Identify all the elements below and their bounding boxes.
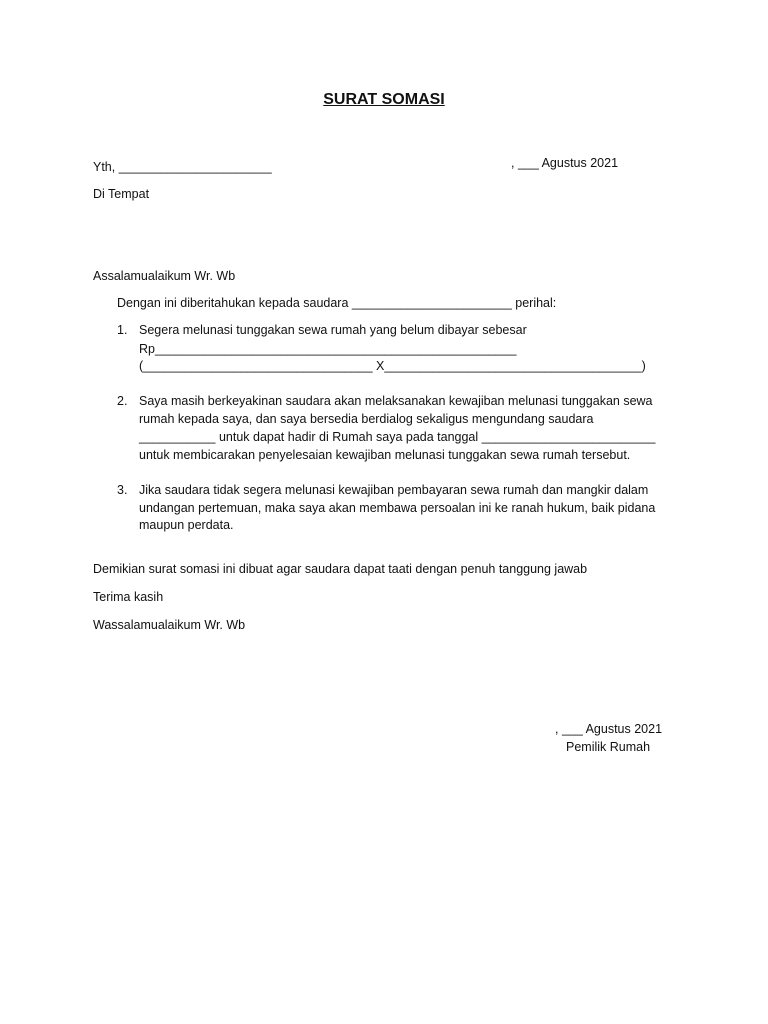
farewell-line: Wassalamualaikum Wr. Wb [93,618,246,632]
list-item-line: rumah kepada saya, dan saya bersedia berdialog sekaligus mengundang saudara [139,412,594,426]
place-line: Di Tempat [93,187,150,201]
list-item-line: ___________ untuk dapat hadir di Rumah saya pada tanggal _________________________ [139,430,656,444]
list-item-line: Segera melunasi tunggakan sewa rumah yang belum dibayar sebesar [139,323,527,337]
list-item-line: Saya masih berkeyakinan saudara akan melaksanakan kewajiban melunasi tunggakan sewa [139,394,653,408]
list-item-line: Rp____________________________________________________ [139,342,517,356]
list-item-number: 2. [117,394,128,408]
closing-paragraph: Demikian surat somasi ini dibuat agar saudara dapat taati dengan penuh tanggung jawab [93,562,588,576]
date-bottom: , ___ Agustus 2021 [555,722,663,736]
list-item-line: Jika saudara tidak segera melunasi kewajiban pembayaran sewa rumah dan mangkir dalam [139,483,649,497]
signer-title: Pemilik Rumah [566,740,651,754]
intro-paragraph: Dengan ini diberitahukan kepada saudara _______________________ perihal: [117,296,557,310]
letter-title: SURAT SOMASI [323,91,445,108]
list-item-number: 3. [117,483,128,497]
list-item-line: undangan pertemuan, maka saya akan membawa persoalan ini ke ranah hukum, baik pidana [139,501,656,515]
date-top: , ___ Agustus 2021 [511,156,619,170]
list-item-line: untuk membicarakan penyelesaian kewajiban melunasi tunggakan sewa rumah tersebut. [139,448,631,462]
list-item-line: maupun perdata. [139,518,234,532]
thanks-line: Terima kasih [93,590,164,604]
list-item-number: 1. [117,323,128,337]
list-item-line: (_________________________________ X_____________________________________) [139,359,646,373]
greeting: Assalamualaikum Wr. Wb [93,269,236,283]
addressee-line: Yth, ______________________ [93,160,272,174]
